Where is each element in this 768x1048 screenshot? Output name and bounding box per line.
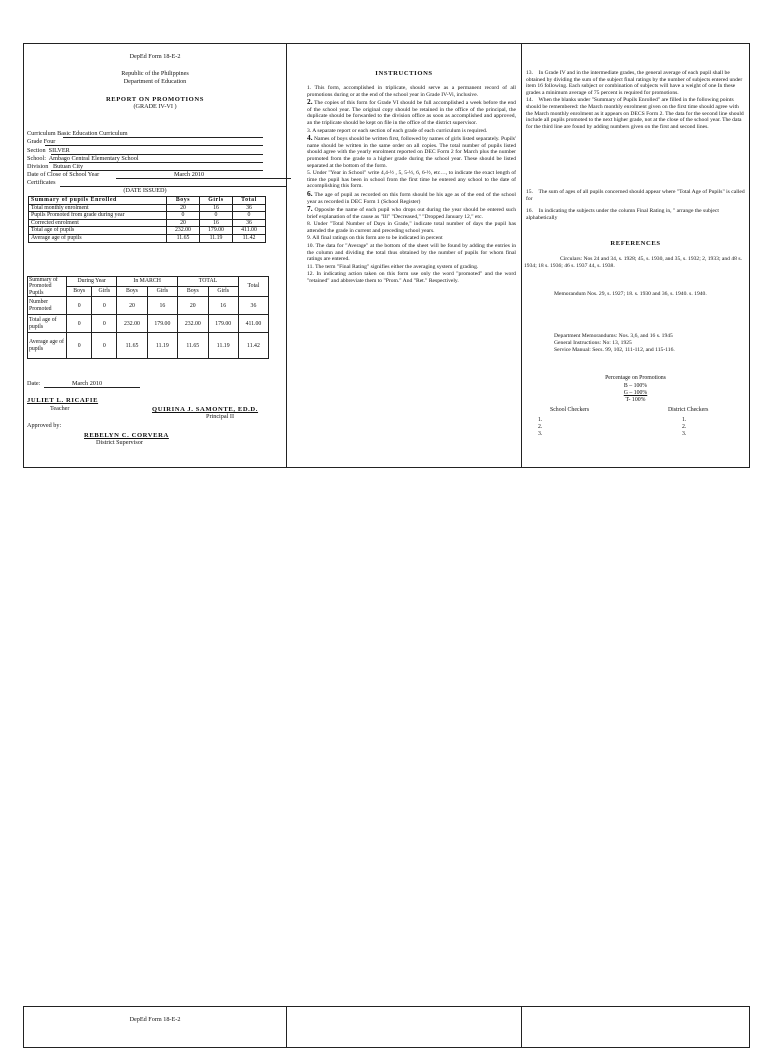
table-cell: 0: [167, 212, 200, 220]
table-cell: 20: [167, 219, 200, 227]
table-cell: 11.65: [178, 333, 208, 359]
district-checker-1: 1.: [682, 417, 687, 423]
circulars-text: Circulars: Nos 24 and 34, s. 1928; 45, s. 1930, and 35, s. 1932; 2, 1933; and 48 s. 1934; 18 s. 1936; 46 s. 1937 44, s. 1938.: [524, 256, 742, 270]
principal-title: Principal II: [206, 413, 235, 420]
table-row-label: Average age of pupils: [28, 333, 67, 359]
division-value: Butuan City: [52, 163, 84, 170]
curriculum-label: Curriculum: [27, 130, 56, 137]
percentage-girls: G – 100%: [623, 390, 648, 396]
table-cell: Average age of pupils: [29, 234, 167, 242]
list-item: 1. This form, accomplished in triplicate, should serve as a permanent record of all promotions during or at the end of the school year in Grade IV-Vi, inclusive.: [307, 85, 516, 98]
table-cell: 36: [238, 297, 268, 315]
general-instructions-text: General Instructions: No: 13, 1925: [554, 340, 632, 346]
grade-range: (GRADE IV-VI ): [133, 103, 177, 110]
list-item: 15. The sum of ages of all pupils concerned should appear where "Total Age of Pupils" is called for: [526, 189, 745, 202]
school-label: School:: [27, 155, 46, 162]
school-checker-3: 3.: [538, 431, 543, 437]
instructions-column: [287, 44, 522, 467]
school-checkers-label: School Checkers: [550, 407, 590, 413]
table-subheader-cell: Boys: [67, 287, 92, 297]
table-row: [28, 315, 269, 333]
references-column: [522, 44, 749, 467]
date-value: March 2010: [72, 380, 103, 387]
table-row: [29, 219, 266, 227]
table-cell: 232.00: [117, 315, 147, 333]
table-cell: 411.00: [238, 315, 268, 333]
school-value: Ambago Central Elementary School: [48, 155, 139, 162]
table-header-row: [28, 277, 269, 287]
table-cell: 16: [200, 219, 233, 227]
division-label: Division: [27, 163, 49, 170]
table-cell: 0: [92, 333, 117, 359]
table-cell: 16: [208, 297, 238, 315]
supervisor-title: District Supervisor: [96, 439, 143, 446]
service-manual-text: Service Manual: Secs. 99, 102, 111-112, and 115-116.: [554, 347, 675, 353]
list-item: 2. The copies of this form for Grade VI should be full accomplished a week before the end of the school year. The original copy should be retained in the office of the principal, the duplicate should be forwarded to the division office as soon as accomplished and approved, an the triplicate should be kept on file in the office of the district supervisor.: [307, 97, 516, 126]
teacher-title: Teacher: [50, 405, 70, 412]
table-header-cell: Total: [233, 197, 266, 205]
list-item: 6. The age of pupil as recorded on this form should be his age as of the end of the school year as recorded in DEC Form 1 (School Register): [307, 188, 516, 205]
table-row-label: Total age of pupils: [28, 315, 67, 333]
table-group-header: TOTAL: [178, 277, 239, 287]
instructions-cont-list: [526, 70, 745, 131]
form-page: [23, 43, 750, 468]
teacher-name: JULIET L. RICAFIE: [27, 397, 99, 404]
percentage-boys: B – 100%: [623, 383, 648, 389]
percentage-title: Percentage on Promotions: [605, 375, 666, 381]
table-cell: 20: [117, 297, 147, 315]
table-subheader-cell: Boys: [117, 287, 147, 297]
district-checker-3: 3.: [682, 431, 687, 437]
table-group-header: In MARCH: [117, 277, 178, 287]
table-cell: Pupils Promoted from grade during year: [29, 212, 167, 220]
date-label: Date:: [27, 380, 41, 387]
table-cell: 0: [67, 297, 92, 315]
supervisor-name: REBELYN C. CORVERA: [84, 432, 169, 439]
instructions-list: [307, 85, 516, 286]
instructions-title: INSTRUCTIONS: [375, 70, 433, 77]
table-cell: Total age of pupils: [29, 227, 167, 235]
list-item: 3. A separate report or each section of each grade of each curriculum is required.: [307, 127, 488, 134]
list-item: 12. In indicating action taken on this form use only the word "promoted" and the word "retained" and abbreviate them to "Prom." And "Ret." Respectively.: [307, 271, 516, 285]
list-item: 9. All final ratings on this form are to be indicated in percent: [307, 235, 443, 242]
table-cell: 11.42: [233, 234, 266, 242]
list-item: 4. Names of boys should be written first, followed by names of girls listed separately. Pupils' name should be written in the same order on all copies. The total number of pupils listed should agree with the yearly enrolment reported on DEC Form 2 for March plus the number promoted from the grade to a higher grade during the school year. These should be listed separated at the bottom of the form.: [307, 133, 516, 169]
table-cell: 16: [147, 297, 177, 315]
table-row: [29, 227, 266, 235]
table-group-header: Total: [238, 277, 268, 297]
list-item: 5. Under "Year in School" write 4,4-½ , 5, 5-½, 6, 6-½, etc…, to indicate the exact length of time the pupil has been in school from the first time he entered any school to the date of accomplishing this form.: [307, 170, 516, 190]
grade-value: Four: [43, 138, 56, 145]
school-checker-2: 2.: [538, 424, 543, 430]
date-close-label: Date of Close of School Year: [27, 171, 100, 178]
list-item: 8. Under "Total Number of Days in Grade," indicate total number of days the pupil has attended the grade in current and preceding school years.: [307, 221, 516, 234]
table-cell: 0: [67, 333, 92, 359]
table-row: [28, 297, 269, 315]
table-cell: 11.19: [208, 333, 238, 359]
table-subheader-cell: Girls: [208, 287, 238, 297]
form-page-2: [23, 1006, 750, 1048]
table-cell: 179.00: [147, 315, 177, 333]
table-cell: 0: [200, 212, 233, 220]
date-close-value: March 2010: [174, 171, 205, 178]
promoted-summary-table: [27, 276, 269, 359]
department-heading: Department of Education: [123, 78, 187, 85]
report-column: [24, 44, 287, 467]
table-subheader-cell: Girls: [92, 287, 117, 297]
table-cell: Total monthly enrolment: [29, 204, 167, 212]
table-header-cell: Summary of pupils Enrolled: [29, 197, 167, 205]
table-cell: 0: [67, 315, 92, 333]
table-row: [28, 333, 269, 359]
date-issued: (DATE ISSUED): [123, 187, 167, 194]
list-item: 13. In Grade IV and in the intermediate grades, the general average of each pupil shall be obtained by dividing the sum of the subject final ratings by the number of subjects entered under item 16 following. Each subject or combination of subjects will have a weight of one In these grades a minimum average of 75 percent is required for promotions.: [526, 70, 743, 96]
instructions-cont-list-2: [526, 189, 745, 222]
form-number: DepEd Form 18-E-2: [129, 53, 181, 60]
section-label: Section: [27, 147, 46, 154]
table-cell: 11.65: [167, 234, 200, 242]
table-corner-cell: Summary of Promoted Pupils: [28, 277, 67, 297]
principal-name: QUIRINA J. SAMONTE, ED.D.: [152, 406, 259, 413]
table-header-cell: Boys: [167, 197, 200, 205]
page2-form-number: DepEd Form 18-E-2: [129, 1016, 181, 1023]
list-item: 7. Opposite the name of each pupil who drops out during the year should be entered such brief explanation of the cause as "Ill" "Decreased," "Dropped January 12," etc.: [307, 204, 516, 220]
curriculum-value: Basic Education Curriculum: [57, 130, 128, 137]
table-cell: 20: [167, 204, 200, 212]
percentage-total: T- 100%: [625, 397, 646, 403]
table-cell: 0: [92, 315, 117, 333]
school-checker-1: 1.: [538, 417, 543, 423]
district-checker-2: 2.: [682, 424, 687, 430]
memoranda-text: Memorandum Nos. 29, s. 1927; 18. s. 1930 and 36, s. 1940. s. 1940.: [554, 291, 707, 297]
list-item: 14. When the blanks under "Summary of Pupils Enrolled" are filled in the following points should be remembered: the March monthly enrolment given on the first time should agree with the March monthly enrolment as it appears on DECS Form 2. The data for the second line should include all pupils promoted to the next higher grade, not at the close of the school year. The data for the third line are found by adding numbers given on the first and second lines.: [526, 97, 744, 130]
table-row: [29, 204, 266, 212]
table-cell: 36: [233, 204, 266, 212]
district-checkers-label: District Checkers: [668, 407, 709, 413]
table-row: [29, 212, 266, 220]
table-cell: 179.00: [208, 315, 238, 333]
table-cell: 11.19: [147, 333, 177, 359]
table-group-header: During Year: [67, 277, 117, 287]
table-header-cell: Girls: [200, 197, 233, 205]
table-cell: Corrected enrolment: [29, 219, 167, 227]
table-row: [29, 234, 266, 242]
certificates-label: Certificates: [27, 179, 56, 186]
table-cell: 179.00: [200, 227, 233, 235]
table-subheader-cell: Girls: [147, 287, 177, 297]
approved-label: Approved by:: [27, 422, 62, 429]
summary-enrolled-table: [28, 196, 266, 243]
table-cell: 232.00: [167, 227, 200, 235]
table-cell: 0: [233, 212, 266, 220]
list-item: 10. The data for "Average" at the bottom of the sheet will be found by adding the entries in the column and dividing the total thus obtained by the number of pupils for whom final ratings are entered.: [307, 243, 516, 263]
table-subheader-cell: Boys: [178, 287, 208, 297]
references-title: REFERENCES: [610, 240, 661, 247]
report-title: REPORT ON PROMOTIONS: [105, 96, 205, 103]
table-cell: 232.00: [178, 315, 208, 333]
table-cell: 20: [178, 297, 208, 315]
grade-label: Grade: [27, 138, 43, 145]
table-cell: 11.42: [238, 333, 268, 359]
list-item: 16. In indicating the subjects under the column Final Rating in, " arrange the subject alphabetically: [526, 208, 719, 221]
table-cell: 11.65: [117, 333, 147, 359]
republic-heading: Republic of the Philippines: [121, 70, 189, 77]
dept-memo-text: Department Memorandums: Nos. 3,6, and 16 s. 1945: [554, 333, 673, 339]
table-row-label: Number Promoted: [28, 297, 67, 315]
section-value: SILVER: [48, 147, 70, 154]
table-cell: 0: [92, 297, 117, 315]
table-cell: 11.19: [200, 234, 233, 242]
table-header-row: [29, 197, 266, 205]
list-item: 11. The term "Final Rating" signifies either the averaging system of grading.: [307, 263, 479, 270]
table-cell: 411.00: [233, 227, 266, 235]
table-cell: 36: [233, 219, 266, 227]
table-cell: 16: [200, 204, 233, 212]
